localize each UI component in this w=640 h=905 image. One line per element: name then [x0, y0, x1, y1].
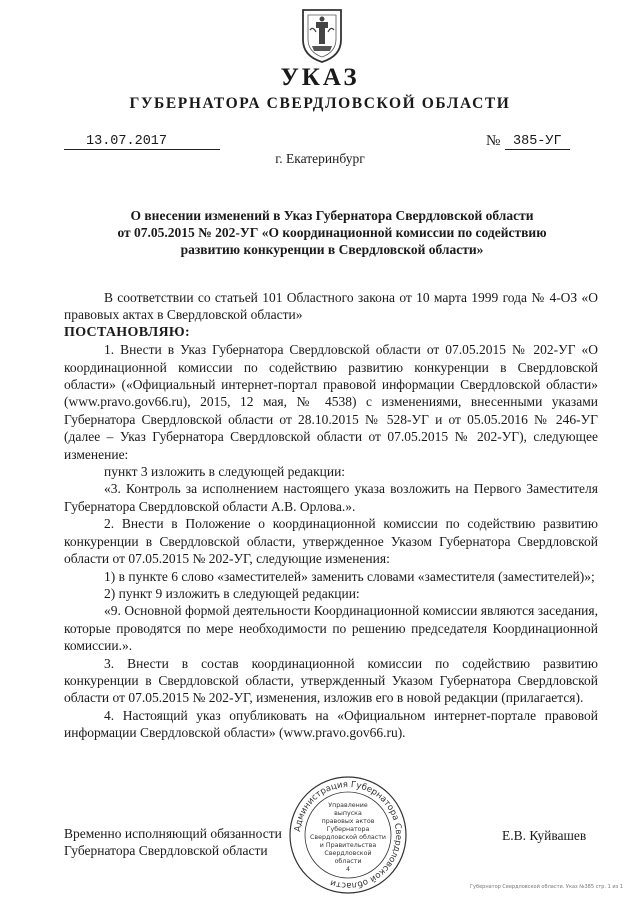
paragraph-2b: 2) пункт 9 изложить в следующей редакции: — [104, 585, 360, 601]
decree-word: ПОСТАНОВЛЯЮ: — [64, 324, 190, 340]
stamp-line: Свердловской — [324, 850, 372, 857]
city: г. Екатеринбург — [275, 151, 365, 166]
intro-paragraph: В соответствии со статьей 101 Областного закона от 10 марта 1999 года № 4-ОЗ «О правовых актах в Свердловской области» — [64, 290, 598, 323]
stamp-line: Губернатора — [326, 826, 370, 833]
document-subtitle: ГУБЕРНАТОРА СВЕРДЛОВСКОЙ ОБЛАСТИ — [129, 95, 511, 112]
stamp-ring-text: Администрация Губернатора Свердловской области — [293, 779, 404, 891]
decree-body — [64, 289, 598, 742]
stamp-line: Свердловской области — [310, 834, 386, 841]
paragraph-2a: 1) в пункте 6 слово «заместителей» заменить словами «заместителя (заместителей)»; — [104, 568, 595, 584]
decree-heading — [88, 207, 576, 258]
stamp-line: правовых актов — [321, 818, 375, 825]
document-title: УКАЗ — [280, 64, 360, 91]
paragraph-1: 1. Внести в Указ Губернатора Свердловской области от 07.05.2015 № 202-УГ «О координационной комиссии по содействию развитию конкуренции в Свердловской области» («Официальный интернет-портал правовой информации Свердловской области» (www.pravo.gov66.ru), 2015, 12 мая, № 4538) с изменениями, внесенными указами Губернатора Свердловской области от 28.10.2015 № 528-УГ и от 05.05.2016 № 246-УГ (далее – Указ Губернатора Свердловской области от 07.05.2015 № 202-УГ), следующее изменение: — [64, 342, 598, 462]
heading-line: О внесении изменений в Указ Губернатора Свердловской области — [130, 208, 534, 223]
stamp-line: и Правительства — [319, 842, 377, 849]
document-date: 13.07.2017 — [64, 134, 220, 150]
heading-line: развитию конкуренции в Свердловской области» — [180, 242, 484, 257]
paragraph-1a: пункт 3 изложить в следующей редакции: — [104, 464, 346, 480]
paragraph-2: 2. Внести в Положение о координационной комиссии по содействию развитию конкуренции в Свердловской области, утвержденное Указом Губернатора Свердловской области от 07.05.2015 № 202-УГ, следующие изменения: — [64, 516, 598, 567]
heading-line: от 07.05.2015 № 202-УГ «О координационной комиссии по содействию — [117, 225, 547, 240]
stamp-line: области — [334, 858, 362, 865]
paragraph-2c: «9. Основной формой деятельности Координационной комиссии являются заседания, которые проводятся по мере необходимости по решению председателя Координационной комиссии.». — [64, 603, 598, 654]
document-number: 385-УГ — [505, 134, 570, 150]
signatory-name: Е.В. Куйвашев — [502, 828, 587, 843]
official-stamp — [287, 774, 409, 896]
stamp-line: 4 — [345, 866, 351, 873]
signature-position — [64, 825, 282, 859]
position-line: Губернатора Свердловской области — [64, 843, 268, 858]
paragraph-4: 4. Настоящий указ опубликовать на «Официальном интернет-портале правовой информации Свердловской области» (www.pravo.gov66.ru). — [64, 707, 598, 741]
paragraph-3: 3. Внести в состав координационной комиссии по содействию развитию конкуренции в Свердловской области, утвержденный Указом Губернатора Свердловской области от 07.05.2015 № 202-УГ, изменения, изложив его в новой редакции (прилагается). — [64, 655, 598, 706]
paragraph-1b: «3. Контроль за исполнением настоящего указа возложить на Первого Заместителя Губернатора Свердловской области А.В. Орлова.». — [64, 481, 598, 514]
coat-of-arms-emblem — [299, 6, 345, 64]
page-footer: Губернатор Свердловской области. Указ №385 стр. 1 из 1 — [470, 884, 624, 890]
number-label: № — [486, 133, 501, 149]
position-line: Временно исполняющий обязанности — [64, 826, 282, 841]
stamp-line: Управление — [328, 802, 368, 809]
stamp-line: выпуска — [334, 810, 362, 817]
